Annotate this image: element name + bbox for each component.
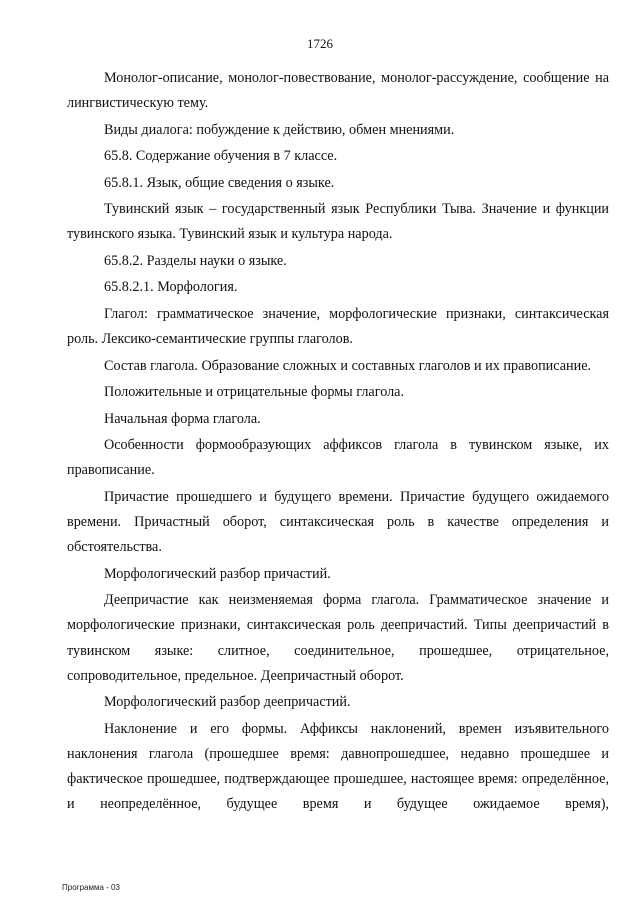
paragraph: Монолог-описание, монолог-повествование, монолог-рассуждение, сообщение на лингвистическую тему. bbox=[67, 70, 609, 112]
body-text bbox=[67, 66, 609, 819]
section-heading: 65.8. Содержание обучения в 7 классе. bbox=[104, 148, 338, 165]
paragraph: Состав глагола. Образование сложных и составных глаголов и их правописание. bbox=[104, 357, 592, 374]
paragraph: Наклонение и его формы. Аффиксы наклонений, времен изъявительного наклонения глагола (прошедшее время: давнопрошедшее, недавно прошедшее и фактическое прошедшее, подтверждающее прошедшее, настоящее время: определённое, и неопределённое, будущее время и будущее ожидаемое время), bbox=[67, 720, 609, 813]
section-heading: 65.8.2.1. Морфология. bbox=[104, 279, 238, 296]
paragraph: Начальная форма глагола. bbox=[104, 410, 261, 427]
paragraph: Особенности формообразующих аффиксов глагола в тувинском языке, их правописание. bbox=[67, 437, 609, 479]
paragraph: Тувинский язык – государственный язык Республики Тыва. Значение и функции тувинского языка. Тувинский язык и культура народа. bbox=[67, 201, 609, 243]
section-heading: 65.8.1. Язык, общие сведения о языке. bbox=[104, 174, 335, 191]
paragraph: Причастие прошедшего и будущего времени. Причастие будущего ожидаемого времени. Причастный оборот, синтаксическая роль в качестве определения и обстоятельства. bbox=[67, 488, 609, 556]
footer-label: Программа - 03 bbox=[62, 883, 120, 892]
section-heading: 65.8.2. Разделы науки о языке. bbox=[104, 252, 287, 269]
paragraph: Морфологический разбор причастий. bbox=[104, 565, 331, 582]
paragraph: Виды диалога: побуждение к действию, обмен мнениями. bbox=[104, 121, 455, 138]
paragraph: Морфологический разбор деепричастий. bbox=[104, 694, 351, 711]
page-number: 1726 bbox=[307, 36, 333, 51]
paragraph: Положительные и отрицательные формы глагола. bbox=[104, 384, 405, 401]
paragraph: Деепричастие как неизменяемая форма глагола. Грамматическое значение и морфологические признаки, синтаксическая роль деепричастий. Типы деепричастий в тувинском языке: слитное, соединительное, прошедшее, отрицательное, сопроводительное, предельное. Деепричастный оборот. bbox=[67, 592, 609, 684]
paragraph: Глагол: грамматическое значение, морфологические признаки, синтаксическая роль. Лексико-семантические группы глаголов. bbox=[67, 305, 609, 348]
